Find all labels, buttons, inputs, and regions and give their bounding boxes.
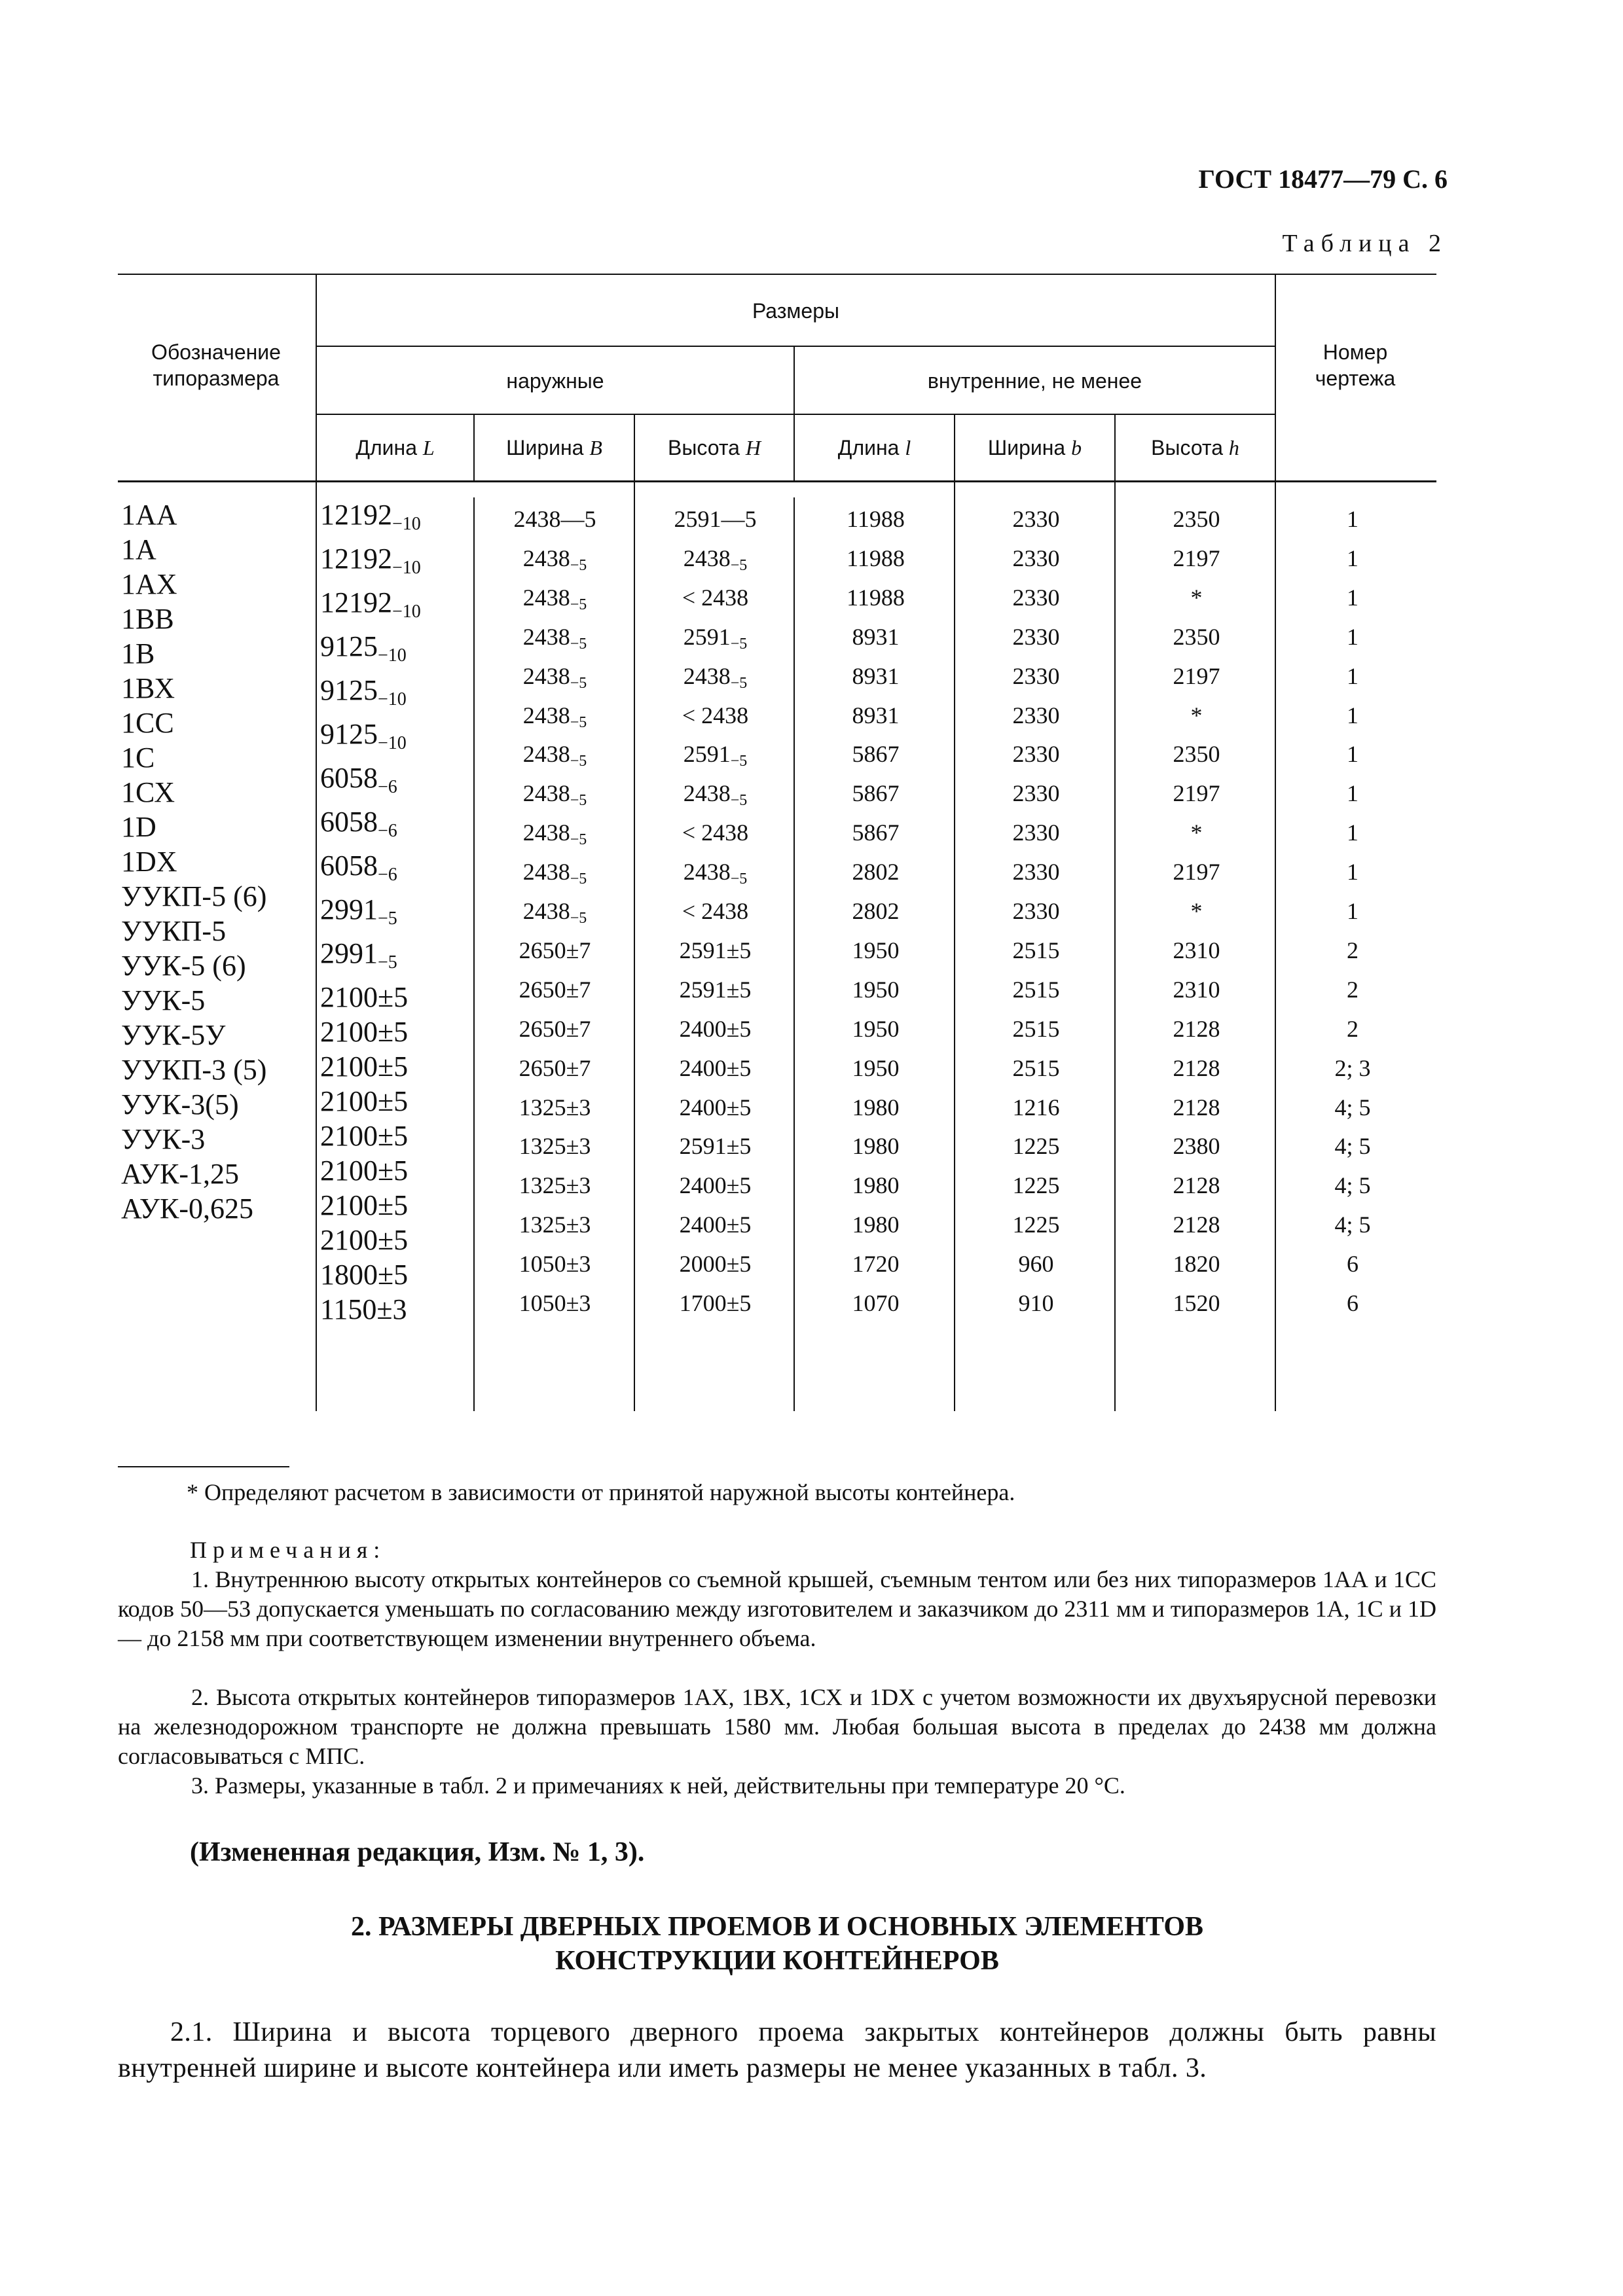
internal-height-cell: 2310 [1173, 937, 1220, 963]
height-H-cell [636, 576, 795, 620]
width-B-tolerance: −5 [570, 870, 587, 888]
drawing-number-cell: 1 [1347, 662, 1359, 689]
drawing-number-cell: 2; 3 [1334, 1054, 1371, 1081]
table-row [0, 772, 1623, 816]
height-H-tolerance: −5 [730, 792, 748, 810]
width-B-value: 2438 [522, 545, 570, 571]
header-length-L [317, 435, 473, 461]
width-B-value: 2438 [522, 662, 570, 689]
length-L-value: 9125 [320, 718, 378, 750]
length-L-tolerance: −10 [378, 645, 407, 666]
header-height-h [1116, 435, 1275, 461]
table-row [0, 655, 1623, 698]
note-1: 1. Внутреннюю высоту открытых контейнеров со съемной крышей, съемным тентом или без них типоразмеров 1АА и 1СС кодов 50—53 допускается уменьшать по согласованию между изготовителем и заказчиком до 2311 мм и типоразмеров 1А, 1С и 1D — до 2158 мм при соответствующем изменении внутреннего объема. [118, 1566, 1436, 1651]
height-H-cell [636, 694, 795, 738]
height-H-cell [636, 1242, 795, 1286]
length-L-tolerance: −6 [378, 777, 397, 797]
length-L-value: 2100±5 [320, 1050, 409, 1083]
header-length-L-label: Длина [356, 436, 423, 459]
designation-cell: 1АХ [121, 568, 177, 600]
internal-length-cell: 8931 [852, 702, 900, 728]
width-B-cell [475, 968, 634, 1012]
internal-length-cell: 5867 [852, 819, 900, 846]
internal-length-cell: 1980 [852, 1211, 900, 1238]
table-row [0, 537, 1623, 581]
height-H-cell [636, 811, 795, 855]
length-L-value: 12192 [320, 543, 392, 575]
header-width-b-symbol: b [1071, 436, 1082, 459]
height-H-value: 2400±5 [679, 1054, 752, 1081]
table-caption: Таблица 2 [1282, 230, 1448, 257]
internal-length-cell: 11988 [847, 506, 905, 532]
drawing-number-cell: 2 [1347, 1015, 1359, 1042]
header-height-H-label: Высота [668, 436, 746, 459]
height-H-value: < 2438 [682, 584, 749, 611]
table-row [0, 811, 1623, 855]
width-B-tolerance: −5 [570, 596, 587, 613]
internal-length-cell: 1980 [852, 1133, 900, 1160]
header-width-b [955, 435, 1114, 461]
internal-length-cell: 2802 [852, 859, 900, 886]
width-B-cell [475, 929, 634, 973]
internal-height-cell: 1520 [1173, 1290, 1220, 1316]
width-B-cell [475, 1203, 634, 1247]
width-B-tolerance: −5 [570, 910, 587, 927]
width-B-value: 2438 [522, 702, 570, 728]
length-L-value: 1800±5 [320, 1259, 409, 1291]
width-B-value: 2438 [522, 819, 570, 846]
internal-width-cell: 2330 [1012, 584, 1060, 611]
width-B-cell [475, 1164, 634, 1208]
drawing-number-cell: 6 [1347, 1290, 1359, 1316]
designation-cell: УУКП-5 (6) [121, 880, 267, 912]
width-B-value: 2650±7 [519, 937, 591, 963]
width-B-value: 1050±3 [519, 1251, 591, 1278]
header-height-H-symbol: H [745, 436, 761, 459]
note-2: 2. Высота открытых контейнеров типоразмеров 1АХ, 1ВХ, 1СХ и 1DX с учетом возможности их двухъярусной перевозки на железнодорожном транспорте не должна превышать 1580 мм. Любая большая высота в пределах до 2438 мм должна согласовываться с МПС. [118, 1684, 1436, 1769]
table-row [0, 1047, 1623, 1090]
table-rule [317, 414, 1276, 415]
internal-length-cell: 1950 [852, 937, 900, 963]
table-row [0, 1086, 1623, 1130]
table-row [0, 497, 1623, 541]
height-H-value: 2591 [683, 741, 731, 768]
header-width-B-symbol: B [589, 436, 602, 459]
height-H-value: < 2438 [682, 702, 749, 728]
height-H-value: 2591±5 [679, 937, 752, 963]
internal-height-cell: 2310 [1173, 976, 1220, 1003]
height-H-cell [636, 1047, 795, 1090]
internal-height-cell: 2128 [1173, 1054, 1220, 1081]
internal-width-cell: 2515 [1012, 976, 1060, 1003]
drawing-number-cell: 1 [1347, 702, 1359, 728]
length-L-tolerance: −5 [378, 908, 397, 929]
internal-length-cell: 8931 [852, 623, 900, 650]
length-L-value: 1150±3 [320, 1293, 407, 1325]
height-H-tolerance: −5 [730, 870, 748, 888]
height-H-cell [636, 1086, 795, 1130]
footnote: * Определяют расчетом в зависимости от принятой наружной высоты контейнера. [187, 1479, 1015, 1505]
internal-length-cell: 5867 [852, 741, 900, 768]
header-length-l [795, 435, 954, 461]
width-B-cell [475, 1007, 634, 1051]
designation-cell: 1В [121, 637, 155, 670]
header-internal: внутренние, не менее [927, 369, 1142, 393]
width-B-tolerance: −5 [570, 713, 587, 731]
height-H-value: 2438 [683, 662, 731, 689]
length-L-value: 2991 [320, 937, 378, 969]
internal-width-cell: 2330 [1012, 898, 1060, 924]
width-B-tolerance: −5 [570, 792, 587, 810]
internal-width-cell: 2330 [1012, 780, 1060, 807]
internal-length-cell: 5867 [852, 780, 900, 807]
header-width-b-label: Ширина [987, 436, 1072, 459]
length-L-value: 2100±5 [320, 981, 409, 1013]
drawing-number-cell: 1 [1347, 584, 1359, 611]
height-H-cell [636, 1282, 795, 1325]
internal-width-cell: 1225 [1012, 1211, 1060, 1238]
width-B-tolerance: −5 [570, 831, 587, 849]
height-H-value: 2438 [683, 859, 731, 886]
table-row [0, 576, 1623, 620]
internal-length-cell: 1720 [852, 1251, 900, 1278]
length-L-value: 9125 [320, 630, 378, 662]
internal-height-cell: * [1190, 898, 1203, 924]
internal-length-cell: 1980 [852, 1172, 900, 1199]
length-L-value: 6058 [320, 806, 378, 838]
header-length-L-symbol: L [422, 436, 435, 459]
length-L-value: 6058 [320, 762, 378, 794]
height-H-cell [636, 889, 795, 933]
designation-cell: УУК-3 [121, 1123, 206, 1155]
length-L-value: 6058 [320, 850, 378, 882]
width-B-tolerance: −5 [570, 556, 587, 574]
internal-height-cell: * [1190, 584, 1203, 611]
height-H-cell [636, 1007, 795, 1051]
designation-cell: 1АА [121, 499, 177, 531]
header-external: наружные [506, 369, 604, 393]
internal-width-cell: 1225 [1012, 1133, 1060, 1160]
height-H-tolerance: −5 [730, 556, 748, 574]
internal-height-cell: 2197 [1173, 780, 1220, 807]
header-width-B-label: Ширина [506, 436, 590, 459]
drawing-number-cell: 1 [1347, 859, 1359, 886]
header-height-h-label: Высота [1151, 436, 1229, 459]
table-row [0, 850, 1623, 894]
width-B-value: 2438 [522, 741, 570, 768]
width-B-cell [475, 497, 634, 541]
internal-width-cell: 2330 [1012, 623, 1060, 650]
height-H-cell [636, 497, 795, 541]
designation-cell: 1ВВ [121, 603, 174, 635]
internal-length-cell: 8931 [852, 662, 900, 689]
internal-length-cell: 1070 [852, 1290, 900, 1316]
width-B-value: 2438 [522, 898, 570, 924]
length-L-tolerance: −5 [378, 952, 397, 973]
table-row [0, 1242, 1623, 1286]
internal-width-cell: 910 [1018, 1290, 1054, 1316]
length-L-value: 9125 [320, 674, 378, 706]
header-dimensions: Размеры [752, 299, 839, 323]
length-L-value: 12192 [320, 586, 392, 619]
designation-cell: АУК-1,25 [121, 1158, 240, 1190]
section-title-line-2: КОНСТРУКЦИИ КОНТЕЙНЕРОВ [555, 1946, 999, 1976]
width-B-cell [475, 1086, 634, 1130]
table-rule [317, 346, 1276, 347]
internal-height-cell: 2197 [1173, 545, 1220, 571]
height-H-value: 2400±5 [679, 1211, 752, 1238]
designation-cell: УУКП-3 (5) [121, 1054, 267, 1086]
drawing-number-cell: 2 [1347, 976, 1359, 1003]
length-L-tolerance: −10 [378, 689, 407, 709]
designation-cell: АУК-0,625 [121, 1193, 254, 1225]
height-H-value: < 2438 [682, 819, 749, 846]
height-H-value: 1700±5 [679, 1290, 752, 1316]
width-B-cell [475, 1282, 634, 1325]
height-H-value: 2400±5 [679, 1094, 752, 1121]
designation-cell: 1А [121, 533, 156, 565]
drawing-number-cell: 1 [1347, 780, 1359, 807]
header-drawing-number: Номер чертежа [1315, 340, 1396, 390]
table-row [0, 694, 1623, 738]
height-H-cell [636, 1124, 795, 1168]
header-width-B [475, 435, 634, 461]
table-row [0, 1282, 1623, 1325]
designation-cell: УУКП-5 [121, 915, 227, 947]
internal-height-cell: 2128 [1173, 1172, 1220, 1199]
height-H-value: 2591 [683, 623, 731, 650]
drawing-number-cell: 1 [1347, 623, 1359, 650]
table-row [0, 1164, 1623, 1208]
internal-height-cell: 1820 [1173, 1251, 1220, 1278]
internal-width-cell: 2330 [1012, 859, 1060, 886]
designation-cell: УУК-5У [121, 1019, 226, 1051]
width-B-value: 2438—5 [513, 506, 596, 532]
internal-length-cell: 1950 [852, 1054, 900, 1081]
height-H-value: 2400±5 [679, 1015, 752, 1042]
width-B-value: 1325±3 [519, 1211, 591, 1238]
height-H-value: < 2438 [682, 898, 749, 924]
internal-height-cell: 2128 [1173, 1094, 1220, 1121]
drawing-number-cell: 1 [1347, 545, 1359, 571]
internal-width-cell: 2515 [1012, 937, 1060, 963]
length-L-tolerance: −6 [378, 821, 397, 841]
footnote-separator [118, 1466, 289, 1467]
length-L-tolerance: −10 [378, 733, 407, 753]
width-B-tolerance: −5 [570, 674, 587, 692]
length-L-value: 2100±5 [320, 1120, 409, 1152]
drawing-number-cell: 1 [1347, 506, 1359, 532]
internal-width-cell: 2330 [1012, 819, 1060, 846]
internal-height-cell: 2350 [1173, 623, 1220, 650]
width-B-cell [475, 1242, 634, 1286]
drawing-number-cell: 1 [1347, 898, 1359, 924]
width-B-value: 2650±7 [519, 976, 591, 1003]
header-length-l-label: Длина [837, 436, 905, 459]
height-H-tolerance: −5 [730, 753, 748, 770]
length-L-value: 12192 [320, 499, 392, 531]
internal-height-cell: 2350 [1173, 741, 1220, 768]
internal-height-cell: 2197 [1173, 662, 1220, 689]
drawing-number-cell: 1 [1347, 819, 1359, 846]
height-H-cell [636, 929, 795, 973]
internal-width-cell: 2330 [1012, 545, 1060, 571]
length-L-value: 2991 [320, 893, 378, 925]
designation-cell: 1СХ [121, 776, 175, 808]
width-B-cell [475, 1047, 634, 1090]
internal-height-cell: 2128 [1173, 1211, 1220, 1238]
internal-width-cell: 2515 [1012, 1054, 1060, 1081]
drawing-number-cell: 4; 5 [1334, 1211, 1371, 1238]
width-B-value: 2650±7 [519, 1015, 591, 1042]
internal-length-cell: 1980 [852, 1094, 900, 1121]
internal-length-cell: 1950 [852, 976, 900, 1003]
drawing-number-cell: 6 [1347, 1251, 1359, 1278]
internal-width-cell: 960 [1018, 1251, 1054, 1278]
height-H-cell [636, 1203, 795, 1247]
designation-cell: УУК-5 [121, 984, 206, 1016]
internal-width-cell: 2330 [1012, 506, 1060, 532]
designation-cell: 1D [121, 811, 156, 843]
drawing-number-cell: 4; 5 [1334, 1133, 1371, 1160]
table-row [0, 968, 1623, 1012]
paragraph-2-1: 2.1. Ширина и высота торцевого дверного проема закрытых контейнеров должны быть равны внутренней ширине и высоте контейнера или иметь размеры не менее указанных в табл. 3. [118, 2017, 1436, 2083]
height-H-value: 2591±5 [679, 1133, 752, 1160]
width-B-value: 2650±7 [519, 1054, 591, 1081]
internal-width-cell: 2515 [1012, 1015, 1060, 1042]
width-B-value: 2438 [522, 584, 570, 611]
section-title-line-1: 2. РАЗМЕРЫ ДВЕРНЫХ ПРОЕМОВ И ОСНОВНЫХ ЭЛЕМЕНТОВ [350, 1912, 1204, 1942]
amendment-note: (Измененная редакция, Изм. № 1, 3). [190, 1837, 645, 1867]
notes-heading: Примечания: [190, 1537, 386, 1563]
internal-length-cell: 11988 [847, 584, 905, 611]
length-L-value: 2100±5 [320, 1085, 409, 1117]
length-L-tolerance: −10 [392, 601, 421, 622]
section-title [118, 1910, 1436, 1978]
note-3: 3. Размеры, указанные в табл. 2 и примечаниях к ней, действительны при температуре 20 °С. [191, 1772, 1125, 1799]
height-H-value: 2438 [683, 545, 731, 571]
internal-length-cell: 1950 [852, 1015, 900, 1042]
height-H-tolerance: −5 [730, 635, 748, 653]
header-length-l-symbol: l [905, 436, 911, 459]
width-B-value: 2438 [522, 623, 570, 650]
height-H-value: 2000±5 [679, 1251, 752, 1278]
height-H-value: 2438 [683, 780, 731, 807]
height-H-tolerance: −5 [730, 674, 748, 692]
width-B-cell [475, 1124, 634, 1168]
width-B-value: 2438 [522, 780, 570, 807]
table-row [0, 615, 1623, 659]
internal-length-cell: 11988 [847, 545, 905, 571]
table-row [0, 1007, 1623, 1051]
height-H-value: 2591±5 [679, 976, 752, 1003]
drawing-number-cell: 2 [1347, 937, 1359, 963]
table-row [0, 732, 1623, 776]
length-L-tolerance: −10 [392, 514, 421, 534]
internal-height-cell: 2350 [1173, 506, 1220, 532]
length-L-tolerance: −10 [392, 558, 421, 578]
internal-width-cell: 2330 [1012, 702, 1060, 728]
drawing-number-cell: 4; 5 [1334, 1172, 1371, 1199]
width-B-tolerance: −5 [570, 753, 587, 770]
drawing-number-cell: 1 [1347, 741, 1359, 768]
header-height-h-symbol: h [1228, 436, 1239, 459]
internal-height-cell: * [1190, 819, 1203, 846]
designation-cell: УУК-5 (6) [121, 950, 246, 982]
designation-cell: 1С [121, 742, 155, 774]
height-H-value: 2591—5 [674, 506, 757, 532]
length-L-value: 2100±5 [320, 1155, 409, 1187]
table-row [0, 1203, 1623, 1247]
table-row [0, 889, 1623, 933]
header-height-H [635, 435, 793, 461]
width-B-value: 1325±3 [519, 1133, 591, 1160]
internal-length-cell: 2802 [852, 898, 900, 924]
internal-height-cell: 2380 [1173, 1133, 1220, 1160]
length-L-value: 2100±5 [320, 1189, 409, 1221]
internal-height-cell: * [1190, 702, 1203, 728]
width-B-value: 1325±3 [519, 1172, 591, 1199]
header-designation: Обозначение типоразмера [151, 340, 281, 390]
width-B-value: 2438 [522, 859, 570, 886]
internal-width-cell: 1216 [1012, 1094, 1060, 1121]
designation-cell: УУК-3(5) [121, 1088, 239, 1121]
width-B-value: 1050±3 [519, 1290, 591, 1316]
internal-height-cell: 2128 [1173, 1015, 1220, 1042]
length-L-tolerance: −6 [378, 865, 397, 885]
designation-cell: 1ВХ [121, 672, 175, 704]
designation-cell: 1СС [121, 707, 174, 739]
height-H-cell [636, 968, 795, 1012]
height-H-cell [636, 1164, 795, 1208]
internal-width-cell: 1225 [1012, 1172, 1060, 1199]
internal-height-cell: 2197 [1173, 859, 1220, 886]
internal-width-cell: 2330 [1012, 741, 1060, 768]
designation-cell: 1DX [121, 846, 177, 878]
height-H-value: 2400±5 [679, 1172, 752, 1199]
table-row [0, 1124, 1623, 1168]
document-header: ГОСТ 18477—79 С. 6 [1198, 164, 1448, 194]
width-B-value: 1325±3 [519, 1094, 591, 1121]
width-B-tolerance: −5 [570, 635, 587, 653]
table-row [0, 929, 1623, 973]
internal-width-cell: 2330 [1012, 662, 1060, 689]
length-L-value: 2100±5 [320, 1016, 409, 1048]
length-L-value: 2100±5 [320, 1224, 409, 1256]
drawing-number-cell: 4; 5 [1334, 1094, 1371, 1121]
